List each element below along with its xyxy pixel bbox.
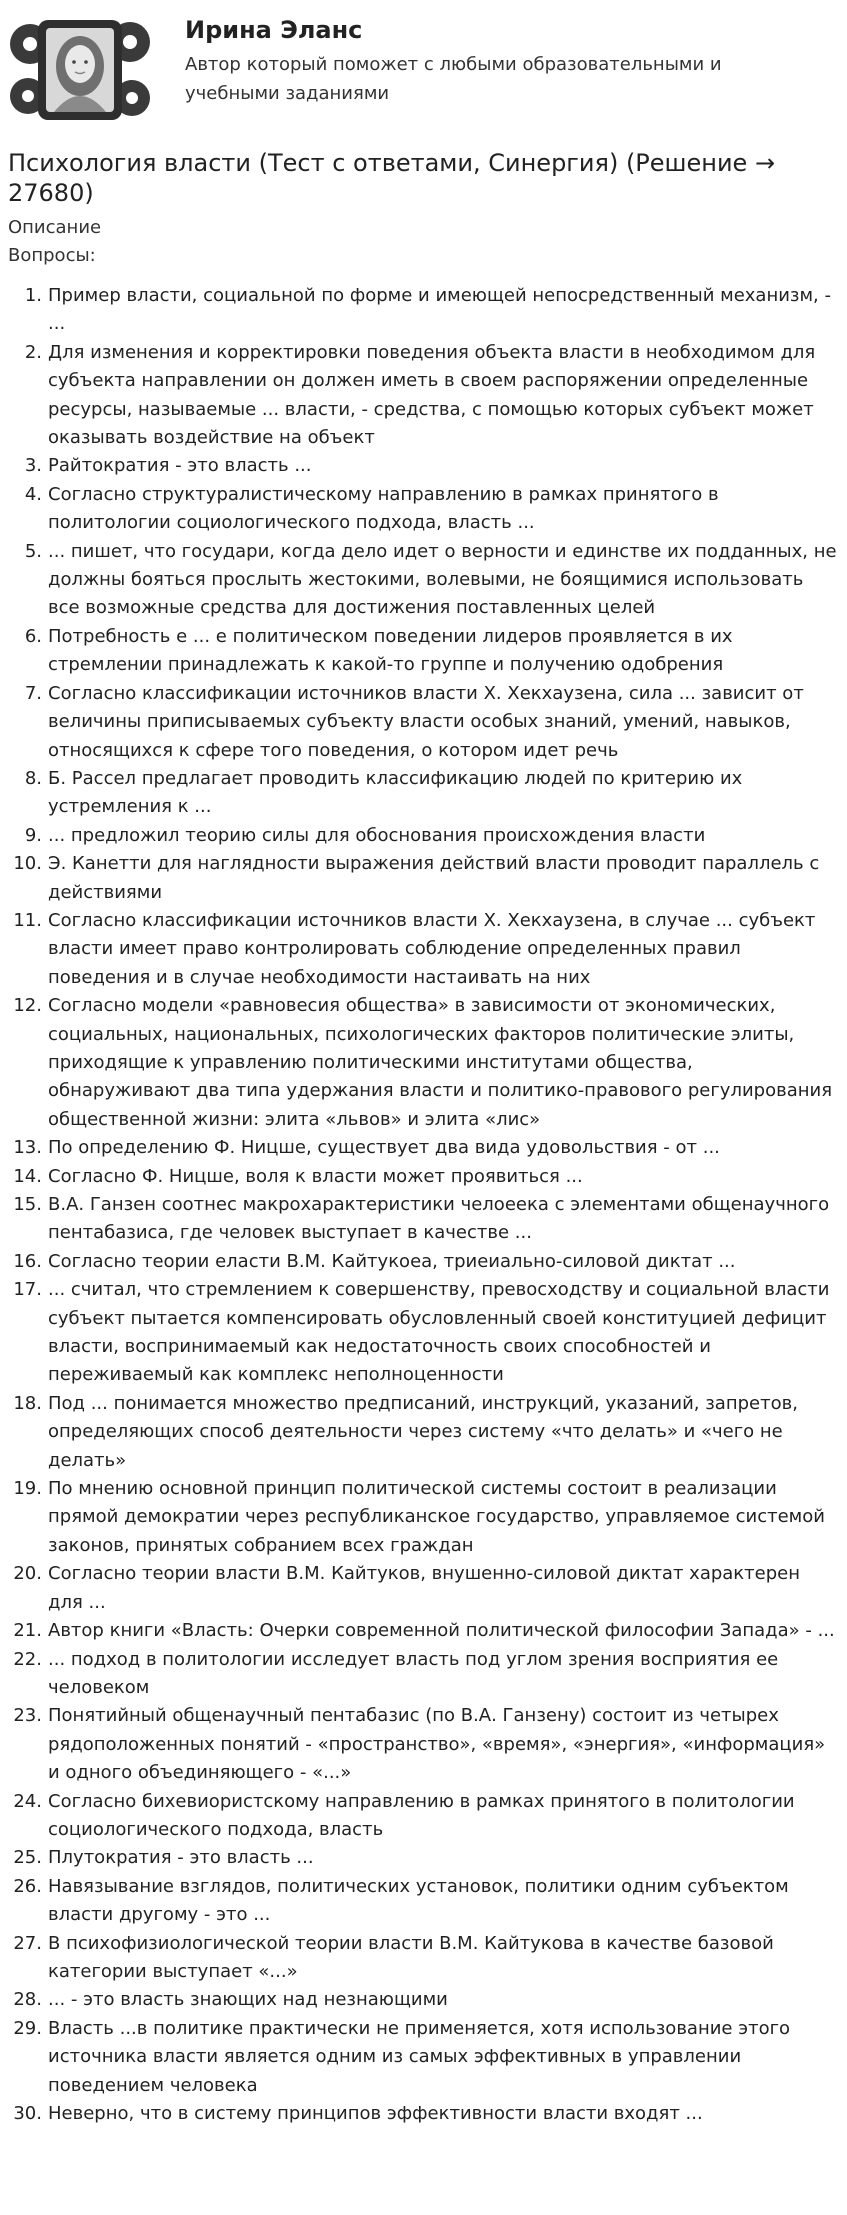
question-text: Плутократия - это власть ... — [48, 1847, 314, 1869]
question-text: В.А. Ганзен соотнес макрохарактеристики челоеека с элементами общенаучного пентабазиса, где человек выступает в качестве ... — [48, 1194, 830, 1244]
list-item — [0, 1930, 847, 1987]
question-number: 18. — [13, 1392, 42, 1414]
question-number: 22. — [13, 1648, 42, 1670]
question-number: 25. — [13, 1847, 42, 1869]
list-item — [0, 1617, 847, 1645]
question-number: 2. — [24, 341, 42, 363]
question-text: ... предложил теорию силы для обоснования происхождения власти — [48, 824, 706, 846]
question-text: Навязывание взглядов, политических установок, политики одним субъектом власти другому - это ... — [48, 1875, 789, 1926]
list-item — [0, 850, 847, 907]
question-text: ... подход в политологии исследует власть под углом зрения восприятия ее человеком — [48, 1648, 779, 1698]
question-number: 28. — [13, 1989, 42, 2011]
list-item — [0, 1788, 847, 1845]
question-text: Понятийный общенаучный пентабазис (по В.А. Ганзену) состоит из четырех рядоположенных понятий - «пространство», «время», «энергия», «информация» и одного объединяющего - «...» — [48, 1705, 826, 1784]
list-item — [0, 907, 847, 992]
question-number: 14. — [13, 1165, 42, 1187]
author-description: Автор который поможет с любыми образовательными и учебными заданиями — [185, 54, 722, 104]
list-item — [0, 282, 847, 339]
question-number: 6. — [24, 625, 42, 647]
question-text: Согласно классификации источников власти Х. Хекхаузена, в случае ... субъект власти имеет право контролировать соблюдение определенных правил поведения и в случае необходимости настаивать на них — [48, 909, 816, 988]
question-text: Согласно бихевиористскому направлению в рамках принятого в политологии социологического подхода, власть — [48, 1790, 795, 1840]
question-number: 7. — [24, 682, 42, 704]
author-name[interactable]: Ирина Эланс — [185, 16, 363, 44]
question-text: Согласно классификации источников власти Х. Хекхаузена, сила ... зависит от величины приписываемых субъекту власти особых знаний, умений, навыков, относящихся к сфере того поведения, о котором идет речь — [48, 682, 804, 761]
question-text: По мнению основной принцип политической системы состоит в реализации прямой демократии через республиканское государство, управляемое системой законов, принятых собранием всех граждан — [48, 1478, 825, 1556]
list-item — [0, 822, 847, 850]
question-text: ... - это власть знающих над незнающими — [48, 1989, 448, 2011]
question-number: 23. — [13, 1705, 42, 1727]
question-number: 3. — [24, 455, 42, 477]
question-text: Б. Рассел предлагает проводить классификацию людей по критерию их устремления к ... — [48, 767, 743, 818]
question-text: Согласно модели «равновесия общества» в зависимости от экономических, социальных, национальных, психологических факторов политические элиты, приходящие к управлению политическими институтами общества, обнаруживают два типа удержания власти и политико-правового регулирования общественной жизни: элита «львов» и элита «лис» — [48, 995, 833, 1130]
question-text: Для изменения и корректировки поведения объекта власти в необходимом для субъекта направлении он должен иметь в своем распоряжении определенные ресурсы, называемые ... власти, - средства, с помощью которых субъект может оказывать воздействие на объект — [48, 341, 816, 449]
list-item — [0, 1560, 847, 1617]
list-item — [0, 1873, 847, 1930]
list-item — [0, 1702, 847, 1787]
question-text: Райтократия - это власть ... — [48, 455, 312, 477]
list-item — [0, 481, 847, 538]
question-number: 11. — [13, 909, 42, 931]
question-text: Пример власти, социальной по форме и имеющей непосредственный механизм, - ... — [48, 285, 831, 335]
list-item — [0, 992, 847, 1134]
list-item — [0, 1646, 847, 1703]
list-item — [0, 680, 847, 765]
question-number: 20. — [13, 1563, 42, 1585]
list-item — [0, 765, 847, 822]
question-number: 27. — [13, 1932, 42, 1954]
question-text: Согласно структуралистическому направлению в рамках принятого в политологии социологического подхода, власть ... — [48, 483, 719, 534]
question-text: Согласно теории власти В.М. Кайтуков, внушенно-силовой диктат характерен для ... — [48, 1563, 801, 1613]
question-number: 26. — [13, 1875, 42, 1897]
page-title: Психология власти (Тест с ответами, Синергия) (Решение → 27680) — [8, 149, 776, 207]
avatar — [8, 14, 152, 124]
question-number: 24. — [13, 1790, 42, 1812]
question-text: Э. Канетти для наглядности выражения действий власти проводит параллель с действиями — [48, 853, 820, 903]
list-item — [0, 1986, 847, 2014]
list-item — [0, 1134, 847, 1162]
question-text: Автор книги «Власть: Очерки современной политической философии Запада» - ... — [48, 1620, 835, 1642]
question-number: 8. — [24, 767, 42, 789]
question-number: 29. — [13, 2017, 42, 2039]
list-item — [0, 1248, 847, 1276]
list-item — [0, 1163, 847, 1191]
question-number: 12. — [13, 995, 42, 1017]
question-text: По определению Ф. Ницше, существует два вида удовольствия - от ... — [48, 1137, 720, 1159]
question-number: 9. — [24, 824, 42, 846]
questions-label: Вопросы: — [8, 245, 96, 266]
list-item — [0, 1844, 847, 1872]
question-number: 19. — [13, 1478, 42, 1500]
questions-list — [0, 282, 847, 2128]
question-number: 1. — [24, 285, 42, 306]
question-number: 21. — [13, 1620, 42, 1642]
question-number: 4. — [24, 483, 42, 505]
list-item — [0, 1276, 847, 1390]
question-number: 13. — [13, 1137, 42, 1159]
question-text: Согласно теории еласти В.М. Кайтукоеа, триеиально-силовой диктат ... — [48, 1250, 736, 1272]
question-text: Согласно Ф. Ницше, воля к власти может проявиться ... — [48, 1165, 583, 1187]
list-item — [0, 2100, 847, 2128]
question-text: Потребность е ... е политическом поведении лидеров проявляется в их стремлении принадлежать к какой-то группе и получению одобрения — [48, 625, 733, 676]
question-number: 5. — [24, 540, 42, 562]
list-item — [0, 623, 847, 680]
author-card — [8, 8, 838, 126]
question-text: В психофизиологической теории власти В.М. Кайтукова в качестве базовой категории выступает «...» — [48, 1932, 774, 1982]
list-item — [0, 339, 847, 453]
question-text: ... считал, что стремлением к совершенству, превосходству и социальной власти субъект пытается компенсировать обусловленный своей конституцией дефицит власти, воспринимаемый как недостаточность своих способностей и переживаемый как комплекс неполноценности — [48, 1279, 830, 1386]
list-item — [0, 1191, 847, 1248]
question-text: ... пишет, что государи, когда дело идет о верности и единстве их подданных, не должны бояться прослыть жестокими, волевыми, не боящимися использовать все возможные средства для достижения поставленных целей — [48, 540, 837, 619]
description-label: Описание — [8, 217, 102, 238]
list-item — [0, 538, 847, 623]
question-text: Под ... понимается множество предписаний, инструкций, указаний, запретов, определяющих способ деятельности через систему «что делать» и «чего не делать» — [48, 1392, 798, 1471]
question-text: Власть ...в политике практически не применяется, хотя использование этого источника власти является одним из самых эффективных в управлении поведением человека — [48, 2017, 791, 2096]
question-number: 15. — [13, 1194, 42, 1215]
list-item — [0, 2015, 847, 2100]
list-item — [0, 1475, 847, 1560]
question-number: 16. — [13, 1250, 42, 1272]
list-item — [0, 452, 847, 480]
question-number: 17. — [13, 1279, 42, 1301]
question-number: 30. — [13, 2103, 42, 2124]
question-number: 10. — [13, 853, 42, 875]
question-text: Неверно, что в систему принципов эффективности власти входят ... — [48, 2103, 703, 2124]
list-item — [0, 1390, 847, 1475]
